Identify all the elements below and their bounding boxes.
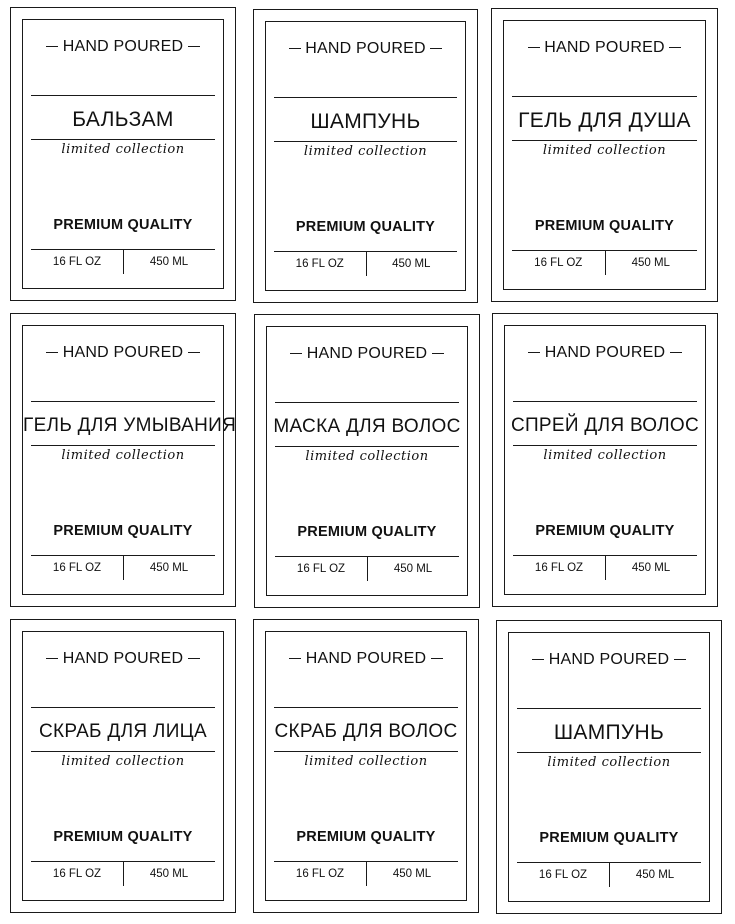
header-dash-left [532, 659, 544, 660]
premium-quality: PREMIUM QUALITY [296, 829, 436, 845]
script-subtitle: limited collection [305, 449, 429, 464]
header-dash-right [431, 658, 443, 659]
product-name: ШАМПУНЬ [553, 721, 665, 744]
specs-row [517, 862, 701, 887]
premium-quality: PREMIUM QUALITY [539, 830, 679, 846]
premium-quality: PREMIUM QUALITY [534, 218, 675, 234]
label-card-2 [253, 9, 478, 303]
spec-volume-ml: 450 ML [631, 562, 671, 574]
script-subtitle: limited collection [547, 755, 671, 770]
spec-volume-ml: 450 ML [635, 869, 675, 881]
product-name: МАСКА ДЛЯ ВОЛОС [273, 416, 461, 437]
label-card-9 [496, 620, 722, 914]
hand-poured-header [266, 650, 466, 676]
header-text: HAND POURED [62, 344, 184, 361]
product-name: БАЛЬЗАМ [72, 108, 174, 131]
specs-row [513, 555, 697, 580]
header-dash-right [188, 658, 200, 659]
top-rule [31, 95, 215, 96]
script-subtitle: limited collection [543, 448, 667, 463]
header-dash-left [46, 352, 58, 353]
label-inner-frame [265, 21, 466, 291]
spec-volume-ml: 450 ML [393, 563, 433, 575]
header-dash-right [432, 353, 444, 354]
premium-quality: PREMIUM QUALITY [53, 217, 193, 233]
header-text: HAND POURED [305, 40, 426, 57]
top-rule [512, 96, 697, 97]
spec-volume-oz: 16 FL OZ [52, 256, 102, 268]
label-card-7 [10, 619, 236, 913]
hand-poured-header [509, 651, 709, 677]
spec-volume-ml: 450 ML [631, 257, 670, 269]
label-card-8 [253, 619, 479, 913]
spec-volume-ml: 450 ML [392, 258, 431, 270]
hand-poured-header [504, 39, 705, 65]
hand-poured-header [23, 38, 223, 64]
top-rule [274, 97, 457, 98]
header-dash-left [528, 47, 540, 48]
spec-volume-oz: 16 FL OZ [538, 869, 588, 881]
header-dash-left [528, 352, 540, 353]
mid-rule [31, 751, 215, 752]
label-inner-frame [266, 326, 468, 596]
header-dash-left [46, 658, 58, 659]
top-rule [275, 402, 459, 403]
header-dash-left [46, 46, 58, 47]
label-card-1 [10, 7, 236, 301]
premium-quality: PREMIUM QUALITY [535, 523, 675, 539]
premium-quality: PREMIUM QUALITY [53, 523, 193, 539]
mid-rule [517, 752, 701, 753]
label-inner-frame [503, 20, 706, 290]
hand-poured-header [23, 344, 223, 370]
specs-row [274, 861, 458, 886]
product-name: ШАМПУНЬ [310, 110, 421, 133]
specs-row [31, 861, 215, 886]
spec-volume-ml: 450 ML [149, 868, 189, 880]
label-inner-frame [22, 325, 237, 595]
header-dash-right [669, 47, 681, 48]
hand-poured-header [267, 345, 467, 371]
label-inner-frame [22, 631, 224, 901]
header-text: HAND POURED [544, 39, 665, 56]
spec-volume-oz: 16 FL OZ [52, 868, 102, 880]
header-text: HAND POURED [305, 650, 427, 667]
mid-rule [275, 446, 459, 447]
product-name: ГЕЛЬ ДЛЯ ДУША [518, 109, 691, 132]
spec-volume-oz: 16 FL OZ [295, 868, 345, 880]
header-dash-right [430, 48, 442, 49]
specs-row [31, 249, 215, 274]
header-text: HAND POURED [62, 38, 184, 55]
mid-rule [274, 751, 458, 752]
spec-volume-oz: 16 FL OZ [52, 562, 102, 574]
spec-volume-oz: 16 FL OZ [296, 563, 346, 575]
premium-quality: PREMIUM QUALITY [297, 524, 437, 540]
hand-poured-header [266, 40, 465, 66]
premium-quality: PREMIUM QUALITY [53, 829, 193, 845]
header-dash-left [289, 48, 301, 49]
mid-rule [513, 445, 697, 446]
header-dash-right [670, 352, 682, 353]
header-dash-right [188, 46, 200, 47]
hand-poured-header [23, 650, 223, 676]
top-rule [274, 707, 458, 708]
spec-volume-ml: 450 ML [392, 868, 432, 880]
specs-row [512, 250, 697, 275]
mid-rule [274, 141, 457, 142]
specs-row [274, 251, 457, 276]
spec-volume-oz: 16 FL OZ [295, 258, 344, 270]
header-text: HAND POURED [544, 344, 666, 361]
top-rule [31, 401, 215, 402]
header-dash-right [188, 352, 200, 353]
header-dash-left [290, 353, 302, 354]
script-subtitle: limited collection [61, 754, 185, 769]
product-name: СКРАБ ДЛЯ ЛИЦА [38, 721, 207, 742]
header-dash-left [289, 658, 301, 659]
script-subtitle: limited collection [303, 144, 428, 159]
script-subtitle: limited collection [542, 143, 667, 158]
mid-rule [31, 139, 215, 140]
spec-volume-ml: 450 ML [149, 562, 189, 574]
header-text: HAND POURED [62, 650, 184, 667]
top-rule [31, 707, 215, 708]
spec-volume-oz: 16 FL OZ [534, 257, 583, 269]
top-rule [517, 708, 701, 709]
label-card-3 [491, 8, 718, 302]
mid-rule [512, 140, 697, 141]
label-card-5 [254, 314, 480, 608]
script-subtitle: limited collection [61, 448, 185, 463]
label-inner-frame [508, 632, 710, 902]
mid-rule [31, 445, 215, 446]
script-subtitle: limited collection [304, 754, 428, 769]
top-rule [513, 401, 697, 402]
header-dash-right [674, 659, 686, 660]
script-subtitle: limited collection [61, 142, 185, 157]
label-inner-frame [22, 19, 224, 289]
specs-row [275, 556, 459, 581]
spec-volume-oz: 16 FL OZ [534, 562, 584, 574]
label-card-6 [492, 313, 718, 607]
label-inner-frame [504, 325, 706, 595]
header-text: HAND POURED [306, 345, 428, 362]
label-inner-frame [265, 631, 467, 901]
header-text: HAND POURED [548, 651, 670, 668]
product-name: СПРЕЙ ДЛЯ ВОЛОС [510, 415, 700, 436]
specs-row [31, 555, 215, 580]
spec-volume-ml: 450 ML [149, 256, 189, 268]
label-card-4 [10, 313, 236, 607]
hand-poured-header [505, 344, 705, 370]
premium-quality: PREMIUM QUALITY [295, 219, 436, 235]
product-name: ГЕЛЬ ДЛЯ УМЫВАНИЯ [23, 415, 237, 436]
product-name: СКРАБ ДЛЯ ВОЛОС [274, 721, 458, 742]
